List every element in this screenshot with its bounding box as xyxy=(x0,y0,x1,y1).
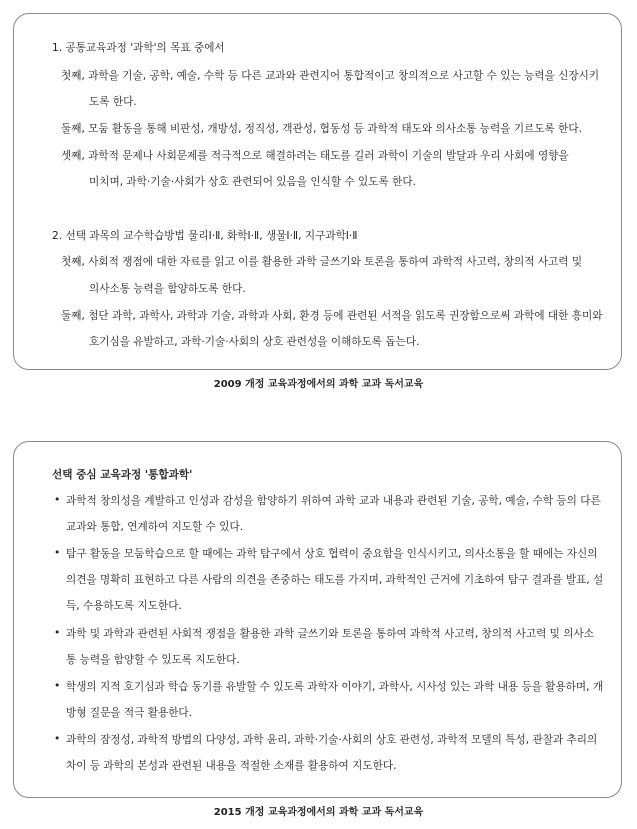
bullet1-line2: 교과와 통합, 연계하여 지도할 수 있다. xyxy=(66,521,244,533)
bullet-icon: • xyxy=(54,733,61,745)
bullet-icon: • xyxy=(54,680,61,692)
section2-item2-line1: 둘째, 첨단 과학, 과학사, 과학과 기술, 과학과 사회, 환경 등에 관련된 서적을 읽도록 권장함으로써 과학에 대한 흥미와 xyxy=(61,310,603,322)
curriculum-2009-box xyxy=(13,13,622,370)
section2-heading: 2. 선택 과목의 교수학습방법 물리Ⅰ·Ⅱ, 화학Ⅰ·Ⅱ, 생물Ⅰ·Ⅱ, 지구과학Ⅰ·Ⅱ xyxy=(52,230,358,242)
integrated-science-heading: 선택 중심 교육과정 '통합과학' xyxy=(52,469,193,481)
bullet-icon: • xyxy=(54,627,61,639)
bullet-icon: • xyxy=(54,494,61,506)
section1-item2-line1: 둘째, 모둠 활동을 통해 비판성, 개방성, 정직성, 객관성, 협동성 등 과학적 태도와 의사소통 능력을 기르도록 한다. xyxy=(61,123,582,135)
bullet4-line2: 방형 질문을 적극 활용한다. xyxy=(66,707,193,719)
section2-item1-line1: 첫째, 사회적 쟁점에 대한 자료를 읽고 이를 활용한 과학 글쓰기와 토론을 통하여 과학적 사고력, 창의적 사고력 및 xyxy=(61,256,583,268)
bullet5-line1: 과학의 잠정성, 과학적 방법의 다양성, 과학 윤리, 과학·기술·사회의 상호 관련성, 과학적 모델의 특성, 관찰과 추리의 xyxy=(66,734,598,746)
bullet3-line2: 통 능력을 함양할 수 있도록 지도한다. xyxy=(66,654,240,666)
bullet2-line3: 득, 수용하도록 지도한다. xyxy=(66,600,182,612)
bullet5-line2: 차이 등 과학의 본성과 관련된 내용을 적절한 소재를 활용하여 지도한다. xyxy=(66,760,397,772)
bullet4-line1: 학생의 지적 호기심과 학습 동기를 유발할 수 있도록 과학자 이야기, 과학사, 시사성 있는 과학 내용 등을 활용하며, 개 xyxy=(66,681,604,693)
bullet-icon: • xyxy=(54,547,61,559)
bullet2-line1: 탐구 활동을 모둠학습으로 할 때에는 과학 탐구에서 상호 협력이 중요함을 인식시키고, 의사소통을 할 때에는 자신의 xyxy=(66,548,598,560)
section1-item1-line1: 첫째, 과학을 기술, 공학, 예술, 수학 등 다른 교과와 관련지어 통합적이고 창의적으로 사고할 수 있는 능력을 신장시키 xyxy=(61,70,600,82)
bullet2-line2: 의견을 명확히 표현하고 다른 사람의 의견을 존중하는 태도를 가지며, 과학적인 근거에 기초하여 탐구 결과를 발표, 설 xyxy=(66,574,604,586)
bullet1-line1: 과학적 창의성을 계발하고 인성과 감성을 함양하기 위하여 과학 교과 내용과 관련된 기술, 공학, 예술, 수학 등의 다른 xyxy=(66,495,601,507)
caption-2015: 2015 개정 교육과정에서의 과학 교과 독서교육 xyxy=(213,807,424,818)
section1-item1-line2: 도록 한다. xyxy=(89,96,137,108)
caption-2009: 2009 개정 교육과정에서의 과학 교과 독서교육 xyxy=(213,379,424,390)
section1-heading: 1. 공통교육과정 '과학'의 목표 중에서 xyxy=(52,42,225,54)
curriculum-2015-box xyxy=(13,441,622,798)
bullet3-line1: 과학 및 과학과 관련된 사회적 쟁점을 활용한 과학 글쓰기와 토론을 통하여 과학적 사고력, 창의적 사고력 및 의사소 xyxy=(66,628,594,640)
section2-item2-line2: 호기심을 유발하고, 과학·기술·사회의 상호 관련성을 이해하도록 돕는다. xyxy=(89,336,420,348)
section1-item3-line2: 미치며, 과학·기술·사회가 상호 관련되어 있음을 인식할 수 있도록 한다. xyxy=(89,176,416,188)
section1-item3-line1: 셋째, 과학적 문제나 사회문제를 적극적으로 해결하려는 태도를 길러 과학이 기술의 발달과 우리 사회에 영향을 xyxy=(61,150,569,162)
section2-item1-line2: 의사소통 능력을 함양하도록 한다. xyxy=(89,283,246,295)
